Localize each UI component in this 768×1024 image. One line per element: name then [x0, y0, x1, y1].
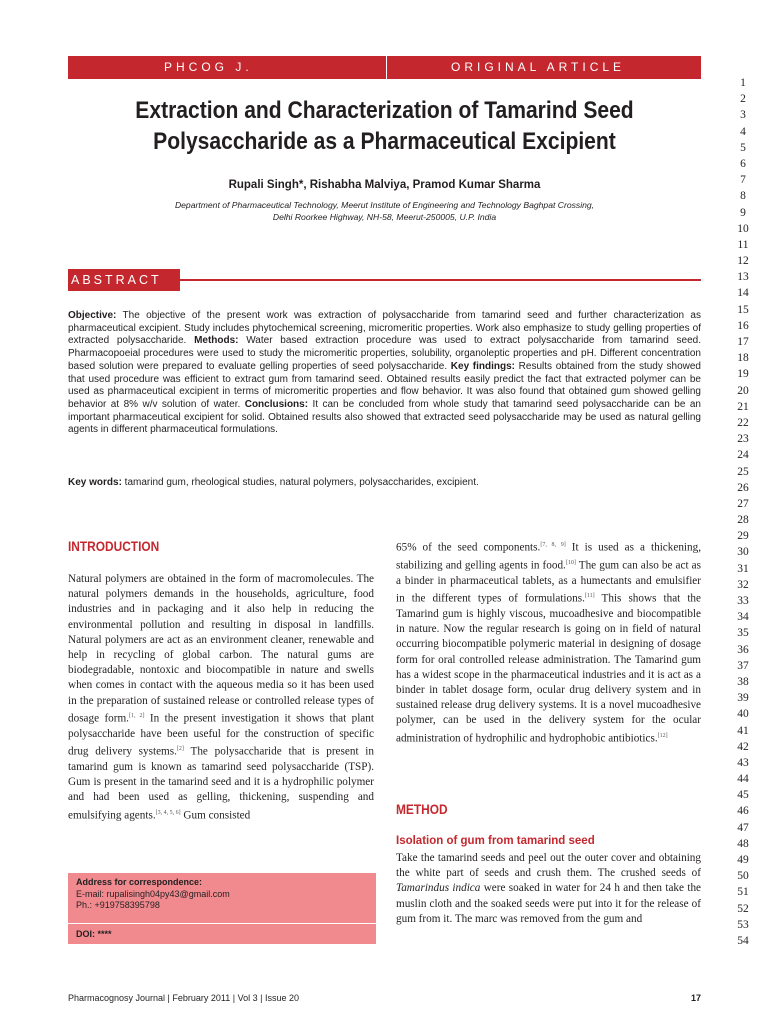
line-number: 33 [737, 595, 749, 607]
species-name: Tamarindus indica [396, 882, 481, 895]
line-number: 17 [737, 336, 749, 348]
line-number: 23 [737, 433, 749, 446]
introduction-heading: INTRODUCTION [68, 538, 160, 554]
affiliation-line-1: Department of Pharmaceutical Technology, Meerut Institute of Engineering and Technology Baghpat Crossing, [174, 200, 595, 210]
line-number: 20 [737, 384, 749, 397]
intro-para-4: Gum consisted [180, 809, 251, 822]
line-number: 47 [737, 821, 749, 834]
correspondence-box [68, 873, 376, 944]
line-number: 16 [737, 319, 749, 332]
line-number: 50 [737, 870, 749, 883]
line-number: 25 [737, 465, 749, 478]
line-number: 14 [737, 287, 749, 300]
keywords [68, 477, 701, 488]
line-number: 10 [737, 222, 749, 235]
findings-label: Key findings: [450, 360, 516, 372]
right-para-1: 65% of the seed components. [396, 541, 541, 554]
line-number: 31 [737, 562, 749, 575]
line-number: 42 [737, 740, 749, 753]
method-subheading: Isolation of gum from tamarind seed [396, 835, 595, 847]
line-number: 15 [737, 303, 749, 316]
line-number: 37 [737, 659, 749, 672]
line-number: 9 [740, 206, 746, 219]
intro-para-3: The polysaccharide that is present in tamarind gum is known as tamarind seed polysaccharide (TSP). Gum is present in the tamarind seed and it is a hydrophilic polymer and had been used as gelling, thickening, suspending and emulsifying agents. [68, 745, 375, 822]
footer-journal-info: Pharmacognosy Journal | February 2011 | Vol 3 | Issue 20 [68, 993, 299, 1003]
method-para-2: were soaked in water for 24 h and then take the muslin cloth and the soaked seeds were put into it for the release of gum from it. The marc was removed from the gum and [396, 882, 702, 925]
abstract-text [68, 310, 701, 437]
affiliation [68, 199, 701, 223]
line-number: 12 [737, 255, 749, 268]
citation: [1, 2] [128, 712, 145, 719]
citation: [12] [657, 732, 668, 739]
method-para-1: Take the tamarind seeds and peel out the outer cover and obtaining the white part of seeds and crush them. The crushed seeds of [396, 852, 701, 880]
correspondence-email: E-mail: rupalisingh04py43@gmail.com [76, 888, 230, 899]
abstract-header [68, 269, 701, 291]
line-number: 51 [737, 886, 749, 899]
abstract-label: ABSTRACT [68, 269, 180, 291]
findings-text: Results obtained from the study showed that used procedure was efficient to extract gum from tamarind seed. Obtained results easily predict the fact that extracted polymer can be used as pharmaceutical excipient in terms of micromeritic properties and flow behavior. It was also found that obtained gum showed gelling behavior at 8% w/v solution of water. [68, 360, 701, 410]
authors: Rupali Singh*, Rishabha Malviya, Pramod Kumar Sharma [228, 179, 541, 191]
line-numbers [728, 75, 758, 949]
line-number: 2 [740, 93, 746, 106]
correspondence-phone: Ph.: +919758395798 [76, 900, 160, 910]
introduction-text [68, 572, 374, 823]
line-number: 22 [737, 416, 749, 429]
line-number: 8 [740, 190, 746, 203]
line-number: 48 [737, 837, 749, 850]
line-number: 24 [737, 449, 749, 462]
line-number: 49 [737, 854, 749, 866]
line-number: 3 [740, 109, 746, 122]
article-type: ORIGINAL ARTICLE [387, 56, 701, 79]
keywords-text: tamarind gum, rheological studies, natural polymers, polysaccharides, excipient. [121, 477, 479, 488]
citation: [3, 4, 5, 6] [155, 809, 181, 816]
title-line-1: Extraction and Characterization of Tamarind Seed [135, 97, 634, 124]
line-number: 30 [737, 546, 749, 559]
methods-label: Methods: [194, 335, 239, 347]
affiliation-line-2: Delhi Roorkee Highway, NH-58, Meerut-250005, U.P. India [272, 212, 497, 222]
line-number: 34 [737, 611, 749, 624]
line-number: 1 [740, 77, 746, 89]
citation: [2] [176, 745, 184, 752]
line-number: 5 [740, 141, 746, 154]
line-number: 27 [737, 497, 749, 510]
correspondence-label: Address for correspondence: [76, 877, 203, 887]
line-number: 4 [740, 125, 746, 138]
doi: DOI: **** [76, 929, 112, 939]
journal-name: PHCOG J. [68, 56, 386, 79]
line-number: 18 [737, 352, 749, 365]
method-heading: METHOD [396, 801, 448, 817]
conclusions-text: It can be concluded from whole study that tamarind seed polysaccharide can be an important pharmaceutical excipient for solid. Obtained results also showed that extracted seed polysaccharide may be used as natural gelling agents in different pharmaceutical formulations. [68, 398, 701, 436]
line-number: 19 [737, 368, 749, 381]
line-number: 7 [740, 174, 746, 187]
title-line-2: Polysaccharide as a Pharmaceutical Excipient [153, 128, 616, 155]
article-title [112, 95, 656, 157]
line-number: 52 [737, 902, 749, 915]
method-text [396, 851, 701, 927]
objective-label: Objective: [68, 310, 117, 321]
line-number: 26 [737, 481, 749, 494]
line-number: 32 [737, 578, 749, 591]
right-para-4: This shows that the Tamarind gum is highly viscous, mucoadhesive and biocompatible in nature. Now the regular research is going on in field of natural occurring biocompatible polymeric material in designing of dosage form for oral controlled release administration. The Tamarind gum has a widest scope in the pharmaceutical industries and it is act as a binder in tablet dosage form, ocular drug delivery system and in sustained release drug delivery systems. It is a novel mucoadhesive polymer, can be used in the delivery system for the ocular administration of hydrophilic and hydrophobic antibiotics. [396, 592, 701, 745]
right-column-text [396, 538, 701, 747]
line-number: 45 [737, 789, 749, 802]
citation: [11] [584, 593, 595, 600]
intro-para-2: In the present investigation it shows that plant polysaccharide have been useful for the construction of specific drug delivery systems. [68, 712, 374, 758]
methods-text: Water based extraction procedure was used to extract polysaccharide from tamarind seed. Pharmacopoeial procedures were used to study the micromeritic properties, solubility, organoleptic properties and pH. Different concentration based solution were prepared to evaluate gelling properties of seed polysaccharide. [68, 335, 701, 372]
line-number: 54 [737, 934, 749, 947]
line-number: 13 [737, 271, 749, 284]
line-number: 29 [737, 530, 749, 543]
journal-banner [68, 56, 701, 79]
line-number: 28 [737, 514, 749, 527]
objective-text: The objective of the present work was extraction of polysaccharide from tamarind seed and further characterization as pharmaceutical excipient. Study includes phytochemical screening, micromeritic properties. Work also emphasize to study gelling properties of extracted polysaccharide. [68, 310, 701, 347]
line-number: 41 [737, 724, 749, 737]
citation: [10] [565, 559, 576, 566]
line-number: 40 [737, 708, 749, 721]
line-number: 44 [737, 773, 749, 786]
conclusions-label: Conclusions: [244, 398, 309, 410]
intro-para-1: Natural polymers are obtained in the form of macromolecules. The natural polymers demands in the households, agriculture, food industries and in packaging and it also help in reducing the environmental pollution and resulting in disposal in landfills. Natural polymers are act as an environment cleaner, renewable and help in recycling of global carbon. The natural gums are biodegradable, nontoxic and biocompatible in nature and swells when comes in contact with the aqueous media so it has been used in the preparation of sustained release or controlled release types of dosage form. [68, 573, 374, 725]
keywords-label: Key words: [68, 477, 122, 488]
abstract-rule [180, 279, 701, 281]
line-number: 35 [737, 627, 749, 640]
line-number: 21 [737, 400, 749, 413]
citation: [7, 8, 9] [540, 542, 566, 548]
page-footer [68, 993, 701, 1003]
line-number: 38 [737, 675, 749, 688]
line-number: 46 [737, 805, 749, 818]
right-para-3: The gum can also be act as a binder in pharmaceutical tablets, as a humectants and emulsifier in the different types of formulations. [396, 559, 702, 605]
line-number: 11 [737, 238, 749, 251]
line-number: 39 [737, 692, 749, 705]
correspondence-divider [68, 923, 376, 924]
line-number: 36 [737, 643, 749, 656]
line-number: 43 [737, 756, 749, 769]
line-number: 53 [737, 918, 749, 931]
page-number: 17 [690, 993, 701, 1003]
line-number: 6 [740, 157, 746, 170]
right-para-2: It is used as a thickening, stabilizing and gelling agents in food. [396, 541, 702, 572]
